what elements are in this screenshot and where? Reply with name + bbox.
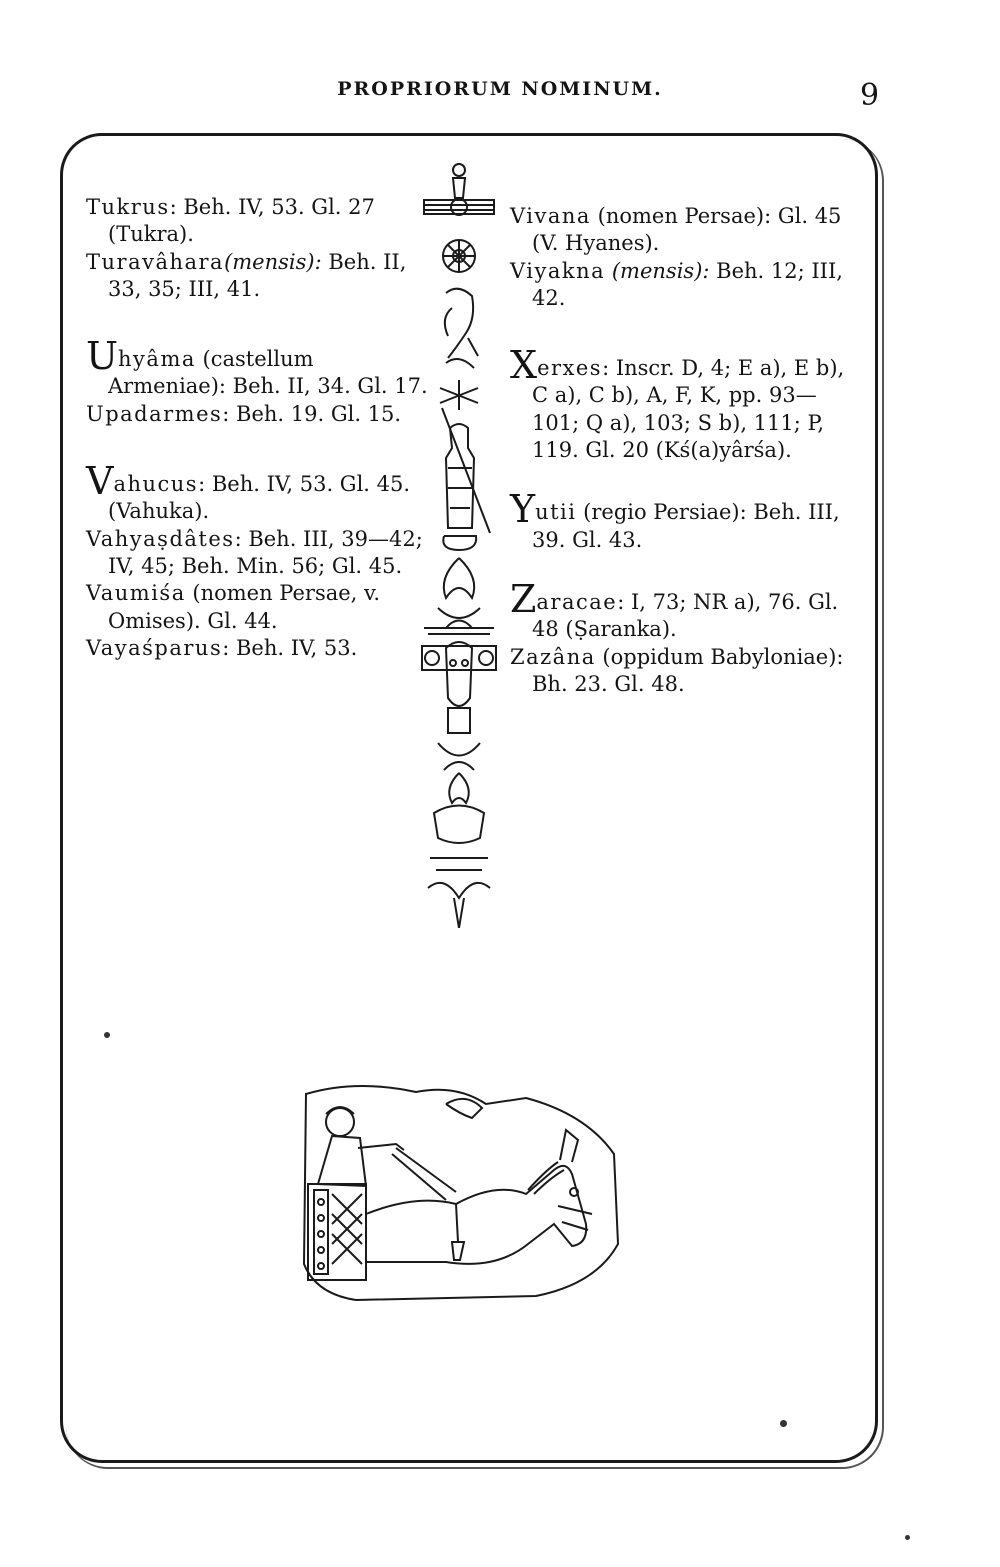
drop-initial: Y [510,487,536,532]
decorative-column-icon [418,158,500,928]
entry-zazana [510,644,854,699]
entry-upadarmes [86,401,428,428]
drop-initial: X [510,343,538,388]
entry-vahucus [86,459,428,526]
drop-initial: U [86,334,119,379]
entry-text: (nomen Persae): Gl. 45 (V. Hyanes). [532,204,842,256]
entry-vaumisa [86,580,428,635]
entry-text: (nomen Persae, v. Omises). Gl. 44. [108,581,381,633]
page-number: 9 [860,78,880,113]
entry-uhyama [86,334,428,401]
entry-vayasparus [86,635,428,662]
entry-text: : Beh. IV, 53. Gl. 45. (Vahuka). [108,472,411,524]
entry-vivana [510,203,854,258]
entry-head: ahucus [113,472,199,497]
entry-head: Vivana [510,204,591,228]
entry-text: : I, 73; NR a), 76. Gl. 48 (Ṣaranka). [532,589,839,642]
entry-text: (regio Persiae): Beh. III, 39. Gl. 43. [532,500,840,552]
chariot-relief-icon [296,1074,624,1306]
entry-xerxes [510,343,854,464]
entry-head: Turavâhara [86,249,225,274]
entry-yutii [510,487,854,554]
entry-text: Beh. II, 33, 35; III, 41. [108,249,407,301]
entry-italic: (mensis): [611,258,710,283]
scan-speck [780,1420,787,1427]
entry-text: : Beh. IV, 53. [222,635,358,660]
drop-initial: Z [510,576,537,621]
entry-tukrus [86,194,428,249]
entry-text: Beh. 12; III, 42. [532,258,843,310]
entry-head: Vahyaṣdâtes [86,526,235,551]
entry-zaracae [510,576,854,644]
entry-text: : Beh. III, 39—42; IV, 45; Beh. Min. 56; Gl. 45. [108,526,423,578]
running-head: PROPRIORUM NOMINUM. [337,78,663,100]
entry-head: erxes [537,356,603,381]
scan-speck [104,1032,110,1038]
right-column [510,203,854,698]
entry-text: (oppidum Babyloniae): Bh. 23. Gl. 48. [532,644,844,696]
entry-text: (castellum Armeniae): Beh. II, 34. Gl. 17. [108,347,428,399]
scan-speck [905,1535,910,1540]
entry-viyakna [510,258,854,313]
entry-head: Upadarmes [86,401,223,426]
entry-head: Tukrus [86,195,170,219]
entry-head: Viyakna [510,258,606,283]
entry-italic: (mensis): [224,249,322,274]
entry-text: : Beh. IV, 53. Gl. 27 (Tukra). [108,195,375,247]
drop-initial: V [86,459,114,504]
entry-vahyasdates [86,526,428,581]
entry-text: : Beh. 19. Gl. 15. [222,401,402,426]
left-column [86,194,428,662]
entry-head: utii [535,500,577,525]
entry-head: Vayaśparus [86,635,223,660]
entry-head: Zazâna [510,644,596,669]
entry-head: Vaumiśa [86,581,186,606]
entry-head: aracae [536,589,618,614]
entry-text: : Inscr. D, 4; E a), E b), C a), C b), A, F, K, pp. 93—101; Q a), 103; S b), 111; P, 119. Gl. 20 (Kś(a)yârśa). [532,356,845,463]
entry-head: hyâma [118,347,196,372]
entry-turavahara [86,249,428,304]
